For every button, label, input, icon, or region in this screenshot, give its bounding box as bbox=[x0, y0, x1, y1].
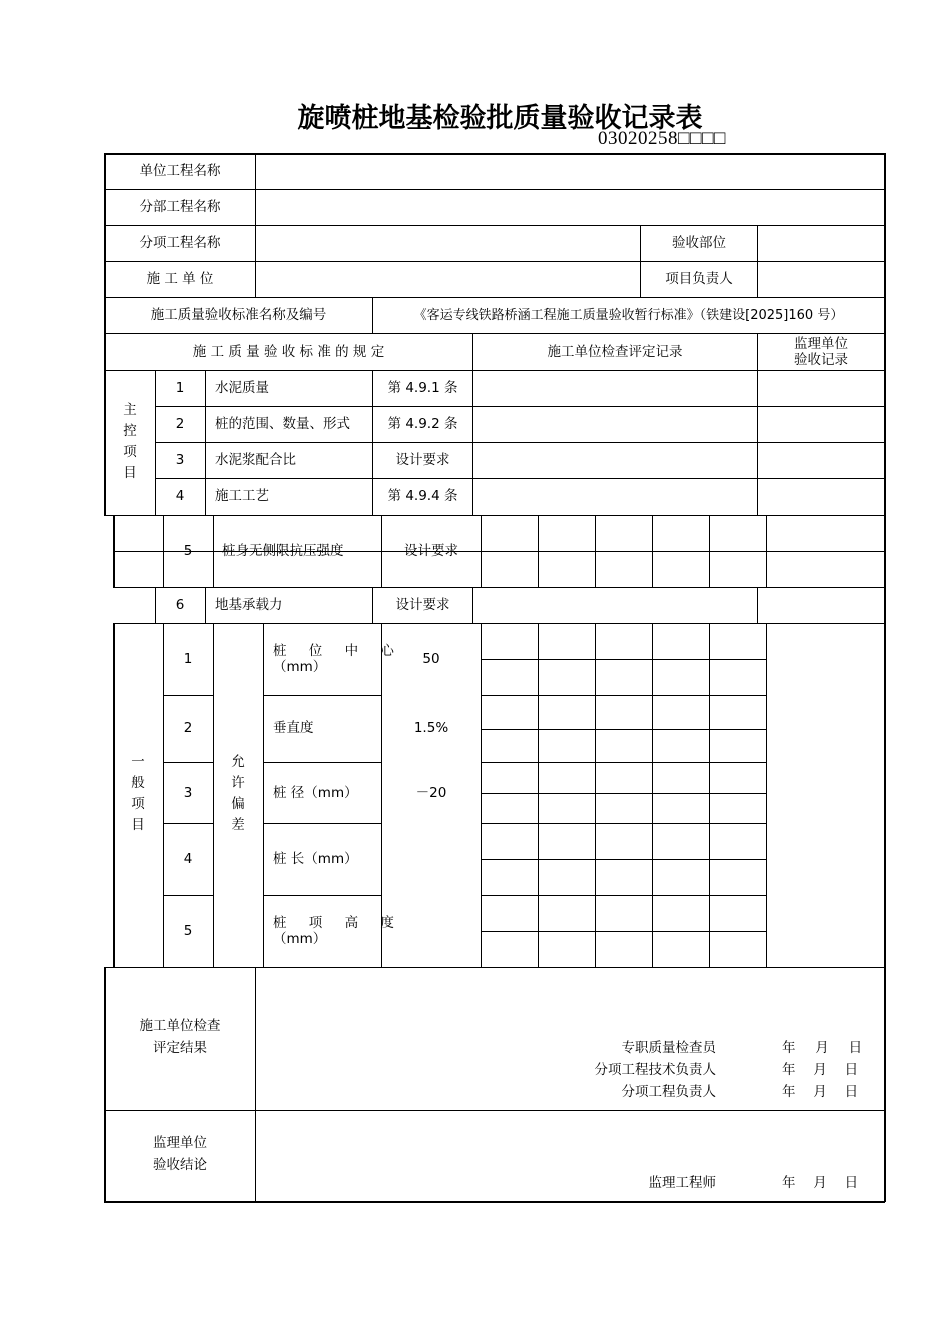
item-name: 桩的范围、数量、形式 bbox=[215, 416, 350, 432]
general-item-name-line: 桩 位 中 心 bbox=[273, 643, 403, 659]
item-req: 设计要求 bbox=[395, 597, 450, 613]
main-control-label bbox=[120, 400, 140, 484]
general-item-name: 桩 径（mm） bbox=[273, 785, 358, 801]
item-name: 桩身无侧限抗压强度 bbox=[222, 543, 344, 559]
item-name: 施工工艺 bbox=[215, 488, 269, 504]
general-item-no: 1 bbox=[183, 651, 193, 667]
general-item-req: －20 bbox=[415, 785, 447, 801]
signer-quality-inspector: 专职质量检查员 bbox=[621, 1040, 716, 1056]
form-code: 03020258□□□□ bbox=[598, 128, 726, 149]
general-char: 一 bbox=[131, 754, 145, 770]
supervise-column-header bbox=[758, 336, 884, 368]
tolerance-label bbox=[228, 752, 248, 836]
date-field: 年 月 日 bbox=[782, 1175, 859, 1191]
item-no: 5 bbox=[183, 543, 193, 559]
date-field: 年 月 日 bbox=[782, 1084, 859, 1100]
tolerance-char: 偏 bbox=[231, 796, 245, 812]
general-item-name bbox=[273, 915, 403, 947]
general-char: 项 bbox=[131, 796, 145, 812]
item-req: 第 4.9.2 条 bbox=[387, 416, 458, 432]
signer-item-leader: 分项工程负责人 bbox=[621, 1084, 716, 1100]
conclusion-label bbox=[105, 1132, 255, 1176]
item-project-label: 分项工程名称 bbox=[139, 235, 221, 251]
general-item-no: 2 bbox=[183, 720, 193, 736]
general-label bbox=[128, 752, 148, 836]
item-no: 3 bbox=[175, 452, 185, 468]
tolerance-char: 差 bbox=[231, 817, 245, 833]
item-name: 水泥质量 bbox=[215, 380, 269, 396]
conclusion-label-line: 监理单位 bbox=[153, 1135, 207, 1151]
general-item-name-line: （mm） bbox=[273, 931, 327, 947]
result-label bbox=[105, 1015, 255, 1059]
general-item-no: 5 bbox=[183, 923, 193, 939]
standard-label: 施工质量验收标准名称及编号 bbox=[150, 307, 327, 323]
general-item-req: 50 bbox=[422, 651, 440, 667]
item-name: 地基承载力 bbox=[215, 597, 283, 613]
constructor-label: 施 工 单 位 bbox=[146, 271, 214, 287]
sub-project-label: 分部工程名称 bbox=[139, 199, 221, 215]
main-control-char: 控 bbox=[123, 423, 137, 439]
tolerance-char: 许 bbox=[231, 775, 245, 791]
supervise-header-line-2: 验收记录 bbox=[794, 352, 848, 368]
item-req: 设计要求 bbox=[404, 543, 458, 559]
item-req: 第 4.9.1 条 bbox=[387, 380, 458, 396]
item-no: 1 bbox=[175, 380, 185, 396]
page-title: 旋喷桩地基检验批质量验收记录表 bbox=[297, 103, 703, 134]
conclusion-label-line: 验收结论 bbox=[153, 1157, 207, 1173]
item-req: 设计要求 bbox=[395, 452, 450, 468]
supervise-header-line-1: 监理单位 bbox=[794, 336, 848, 352]
main-control-char: 目 bbox=[123, 465, 137, 481]
item-name: 水泥浆配合比 bbox=[215, 452, 296, 468]
general-char: 般 bbox=[131, 775, 145, 791]
unit-project-label: 单位工程名称 bbox=[139, 163, 221, 179]
project-leader-label: 项目负责人 bbox=[665, 271, 733, 287]
general-item-name: 桩 长（mm） bbox=[273, 851, 358, 867]
item-req: 第 4.9.4 条 bbox=[387, 488, 458, 504]
signer-supervisor: 监理工程师 bbox=[648, 1175, 716, 1191]
main-control-char: 项 bbox=[123, 444, 137, 460]
date-field: 年 月 日 bbox=[782, 1040, 863, 1056]
accept-part-label: 验收部位 bbox=[672, 235, 726, 251]
item-no: 2 bbox=[175, 416, 185, 432]
spec-column-header: 施 工 质 量 验 收 标 准 的 规 定 bbox=[192, 344, 385, 360]
general-item-name: 垂直度 bbox=[273, 720, 314, 736]
signer-tech-leader: 分项工程技术负责人 bbox=[594, 1062, 716, 1078]
general-item-name-line: （mm） bbox=[273, 659, 327, 675]
general-item-req: 1.5% bbox=[413, 720, 449, 736]
check-column-header: 施工单位检查评定记录 bbox=[547, 344, 683, 360]
main-control-char: 主 bbox=[123, 402, 137, 418]
date-field: 年 月 日 bbox=[782, 1062, 859, 1078]
standard-value: 《客运专线铁路桥涵工程施工质量验收暂行标准》（铁建设[2025]160 号） bbox=[413, 308, 844, 323]
general-item-no: 4 bbox=[183, 851, 193, 867]
item-no: 4 bbox=[175, 488, 185, 504]
general-item-no: 3 bbox=[183, 785, 193, 801]
result-label-line: 评定结果 bbox=[153, 1040, 207, 1056]
tolerance-char: 允 bbox=[231, 754, 245, 770]
general-char: 目 bbox=[131, 817, 145, 833]
item-no: 6 bbox=[175, 597, 185, 613]
general-item-name-line: 桩 项 高 度 bbox=[273, 915, 403, 931]
result-label-line: 施工单位检查 bbox=[139, 1018, 221, 1034]
